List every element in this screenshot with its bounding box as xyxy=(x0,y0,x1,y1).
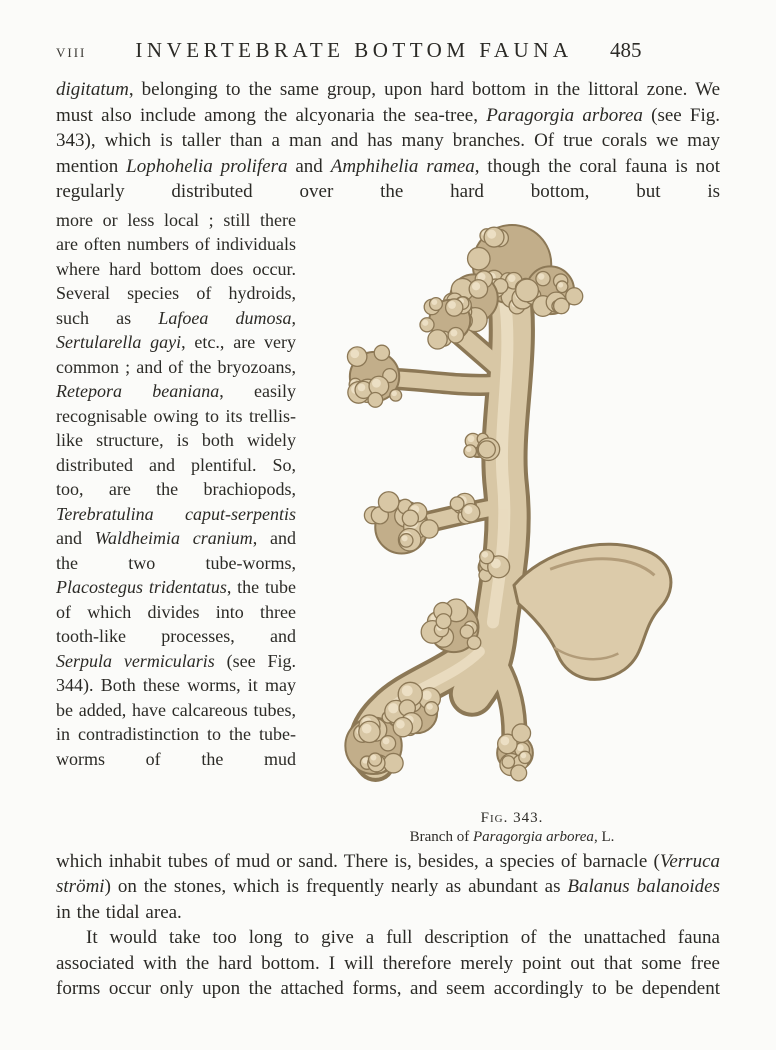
running-head xyxy=(56,38,720,63)
coral-illustration xyxy=(296,206,728,803)
middle-section xyxy=(56,208,720,847)
body-paragraph-3: which inhabit tubes of mud or sand. There is, besides, a species of barnacle (Verruca strömi) on the stones, which is frequently nearly as abundant as Balanus balanoides in the tidal area. xyxy=(56,850,720,923)
body-paragraph-1: digitatum, belonging to the same group, upon hard bottom in the littoral zone. We must also include among the alcyonaria the sea-tree, Paragorgia arborea (see Fig. 343), which is taller than a man and has many branches. Of true corals we may mention Lophohelia prolifera and Amphihelia ramea, though the coral fauna is not regularly distributed over the hard bottom, but is xyxy=(56,79,721,202)
figure-caption xyxy=(296,809,728,847)
page-title: INVERTEBRATE BOTTOM FAUNA xyxy=(135,38,573,62)
chapter-mark: VIII xyxy=(56,45,87,60)
coral-blade xyxy=(514,544,671,679)
wrapped-text-column: more or less local ; still there are often numbers of individuals where hard bottom does occur. Several species of hydroids, such as Lafoea dumosa, Sertularella gayi, etc., are very common ; and of the bryozoans, Retepora beaniana, easily recognisable owing to its trellis-like structure, is both widely distributed and plentiful. So, too, are the brachiopods, Terebratulina caput-serpentis and Waldheimia cranium, and the two tube-worms, Placostegus tridentatus, the tube of which divides into three tooth-like processes, and Serpula vermicularis (see Fig. 344). Both these worms, it may be added, have calcareous tubes, in contradistinction to the tube-worms of the mud xyxy=(56,209,297,769)
figure-caption-text: Branch of Paragorgia arborea, L. xyxy=(409,828,615,845)
coral-svg xyxy=(296,206,728,798)
page-number: 485 xyxy=(610,38,642,62)
body-paragraph-4: It would take too long to give a full description of the unattached fauna associated with the hard bottom. I will therefore merely point out that some free forms occur only upon the attached forms, and seem accordingly to be dependent xyxy=(56,927,720,999)
coral-figure xyxy=(296,208,728,847)
figure-caption-label: Fig. 343. xyxy=(480,809,544,826)
